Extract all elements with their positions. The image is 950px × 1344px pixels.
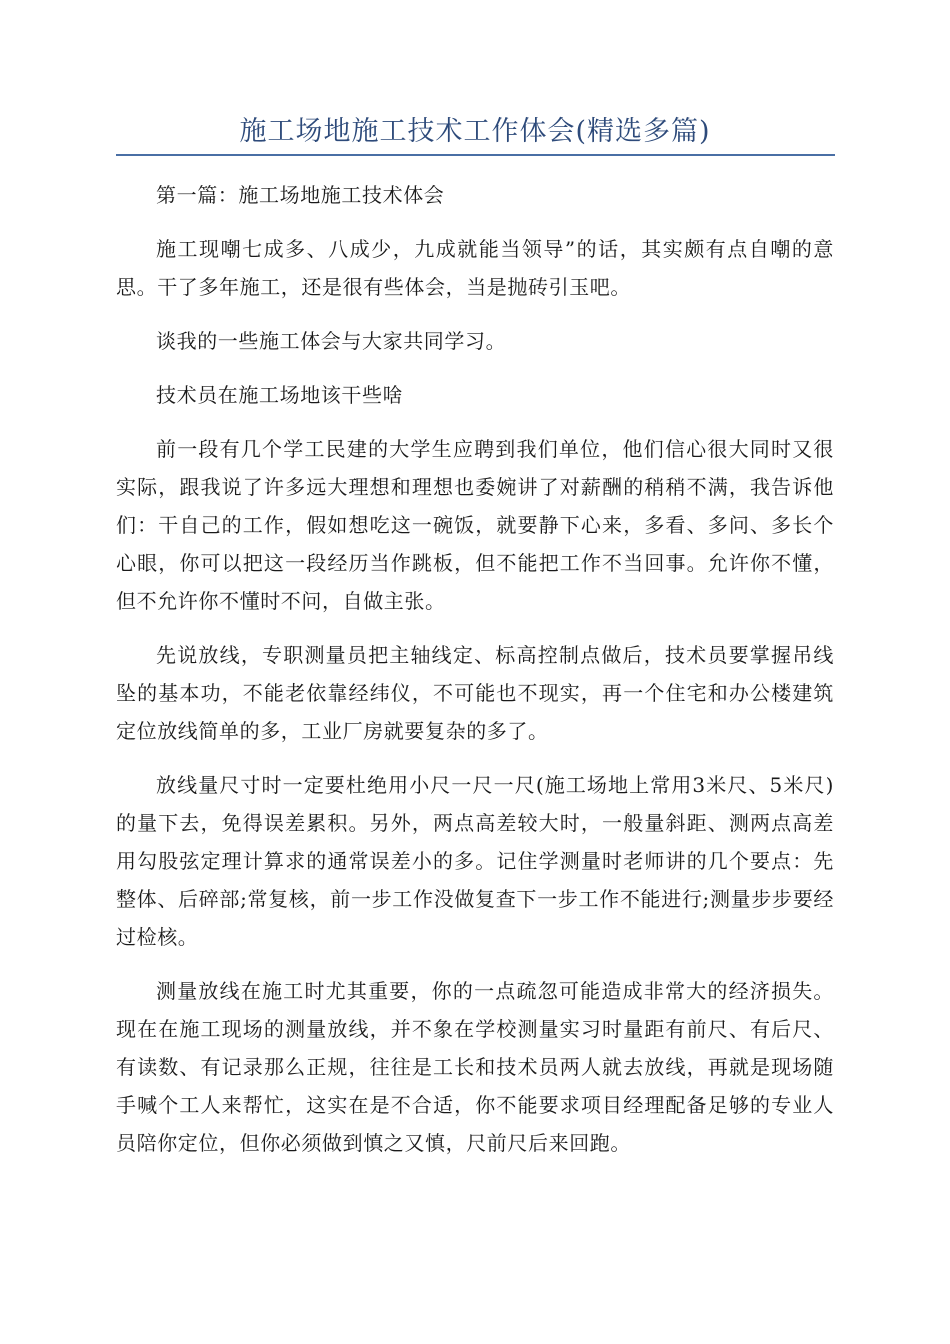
paragraph: 技术员在施工场地该干些啥 <box>156 383 404 407</box>
document-title: 施工场地施工技术工作体会(精选多篇) <box>239 116 711 147</box>
paragraph: 施工现嘲七成多、八成少，九成就能当领导”的话，其实颇有点自嘲的意思。干了多年施工，还是很有些体会，当是抛砖引玉吧。 <box>116 237 834 299</box>
paragraph: 前一段有几个学工民建的大学生应聘到我们单位，他们信心很大同时又很实际，跟我说了许多远大理想和理想也委婉讲了对薪酬的稍稍不满，我告诉他们：干自己的工作，假如想吃这一碗饭，就要静下心来，多看、多问、多长个心眼，你可以把这一段经历当作跳板，但不能把工作不当回事。允许你不懂，但不允许你不懂时不问，自做主张。 <box>116 437 834 613</box>
title-underline <box>116 154 835 156</box>
paragraph: 先说放线，专职测量员把主轴线定、标高控制点做后，技术员要掌握吊线坠的基本功，不能老依靠经纬仪，不可能也不现实，再一个住宅和办公楼建筑定位放线简单的多，工业厂房就要复杂的多了。 <box>116 643 834 743</box>
paragraph: 放线量尺寸时一定要杜绝用小尺一尺一尺(施工场地上常用3米尺、5米尺)的量下去，免得误差累积。另外，两点高差较大时，一般量斜距、测两点高差用勾股弦定理计算求的通常误差小的多。记住学测量时老师讲的几个要点：先整体、后碎部;常复核，前一步工作没做复查下一步工作不能进行;测量步步要经过检核。 <box>116 773 834 949</box>
paragraph: 第一篇：施工场地施工技术体会 <box>156 183 445 207</box>
paragraph: 谈我的一些施工体会与大家共同学习。 <box>156 329 507 353</box>
document-body <box>116 176 834 1178</box>
paragraph: 测量放线在施工时尤其重要，你的一点疏忽可能造成非常大的经济损失。现在在施工现场的测量放线，并不象在学校测量实习时量距有前尺、有后尺、有读数、有记录那么正规，往往是工长和技术员两人就去放线，再就是现场随手喊个工人来帮忙，这实在是不合适，你不能要求项目经理配备足够的专业人员陪你定位，但你必须做到慎之又慎，尺前尺后来回跑。 <box>116 979 834 1155</box>
